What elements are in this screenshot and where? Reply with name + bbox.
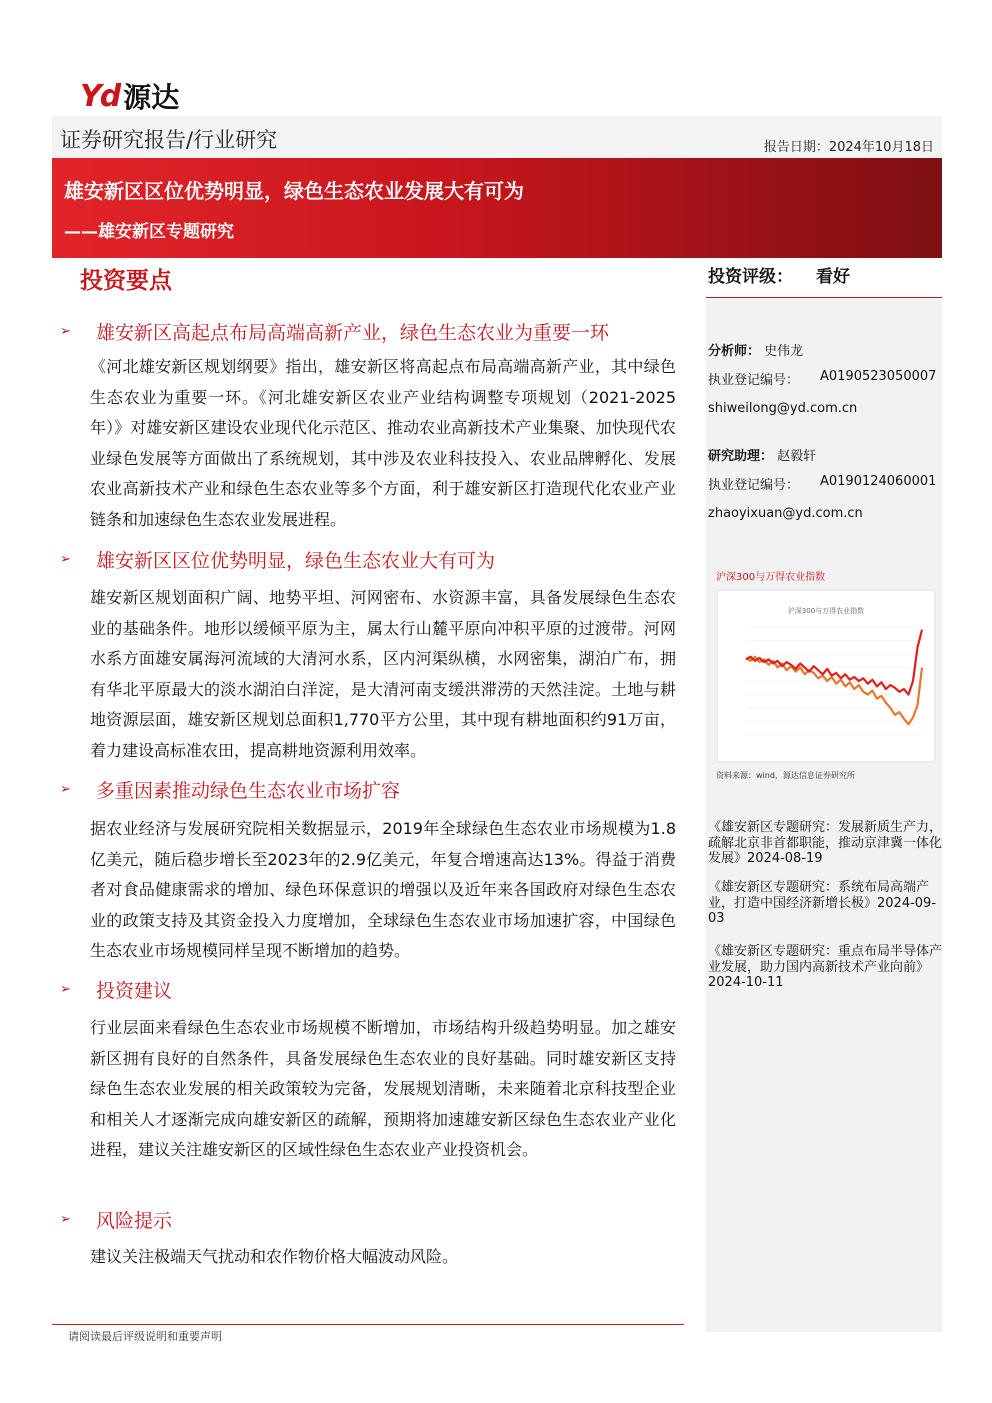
assistant-row <box>708 445 816 464</box>
section-title <box>60 776 400 803</box>
chart-caption: 沪深300与万得农业指数 <box>716 572 826 583</box>
index-line-chart <box>716 589 936 763</box>
section-paragraph: 建议关注极端天气扰动和农作物价格大幅波动风险。 <box>90 1247 459 1266</box>
assistant-email[interactable]: zhaoyixuan@yd.com.cn <box>708 506 863 521</box>
analyst-email[interactable]: shiweilong@yd.com.cn <box>708 401 858 416</box>
arrow-bullet-icon: ➢ <box>60 782 71 797</box>
chart-container <box>716 589 936 763</box>
section-paragraph: 据农业经济与发展研究院相关数据显示，2019年全球绿色生态农业市场规模为1.8亿美元，随后稳步增长至2023年的2.9亿美元，年复合增速高达13%。得益于消费者对食品健康需求的增加、绿色环保意识的增强以及近年来各国政府对绿色生态农业的政策支持及其资金投入力度增加，全球绿色生态农业市场加速扩容，中国绿色生态农业市场规模同样呈现不断增加的趋势。 <box>90 819 676 960</box>
assistant-reg-row <box>708 474 937 493</box>
report-title: 雄安新区区位优势明显，绿色生态农业发展大有可为 <box>64 179 524 203</box>
section-paragraph: 《河北雄安新区规划纲要》指出，雄安新区将高起点布局高端高新产业，其中绿色生态农业为重要一环。《河北雄安新区农业产业结构调整专项规划（2021-2025年）》对雄安新区建设农业现代化示范区、推动农业高新技术产业集聚、加快现代农业绿色发展等方面做出了系统规划，其中涉及农业科技投入、农业品牌孵化、发展农业高新技术产业和绿色生态农业等多个方面，利于雄安新区打造现代化农业产业链条和加速绿色生态农业发展进程。 <box>90 357 676 529</box>
rating-value: 看好 <box>816 267 850 287</box>
chart-title: 沪深300与万得农业指数 <box>787 607 865 615</box>
sidebar <box>706 258 942 1332</box>
rating-row <box>706 258 942 298</box>
footer-rule <box>52 1324 684 1325</box>
section-title-text: 雄安新区高起点布局高端高新产业，绿色生态农业为重要一环 <box>96 322 610 344</box>
related-report[interactable]: 《雄安新区专题研究：重点布局半导体产业发展，助力国内高新技术产业向前》2024-10-11 <box>708 944 943 990</box>
logo-text: 源达 <box>123 81 180 114</box>
analyst-reg-number: A0190523050007 <box>820 369 937 384</box>
section-title-text: 风险提示 <box>96 1210 173 1232</box>
analyst-reg-label: 执业登记编号： <box>708 373 800 388</box>
logo-mark: Yd <box>80 78 120 114</box>
logo <box>80 76 179 116</box>
analyst-row <box>708 340 803 359</box>
section-title <box>60 976 172 1003</box>
footer-disclaimer: 请阅读最后评级说明和重要声明 <box>68 1330 222 1343</box>
arrow-bullet-icon: ➢ <box>60 982 71 997</box>
section-title <box>60 1206 172 1233</box>
doc-type-label: 证券研究报告/行业研究 <box>60 128 278 152</box>
section-title-text: 投资建议 <box>96 980 173 1002</box>
section-paragraph: 雄安新区规划面积广阔、地势平坦、河网密布、水资源丰富，具备发展绿色生态农业的基础条件。地形以缓倾平原为主，属太行山麓平原向冲积平原的过渡带。河网水系方面雄安属海河流域的大清河水系，区内河渠纵横，水网密集，湖泊广布，拥有华北平原最大的淡水湖泊白洋淀，是大清河南支缓洪滞涝的天然洼淀。土地与耕地资源层面，雄安新区规划总面积1,770平方公里，其中现有耕地面积约91万亩，着力建设高标准农田，提高耕地资源利用效率。 <box>90 588 676 760</box>
analyst-name: 史伟龙 <box>764 344 804 359</box>
title-banner <box>52 158 942 258</box>
assistant-label: 研究助理： <box>708 449 774 464</box>
doc-type-bar <box>52 116 942 158</box>
chart-frame <box>717 590 935 762</box>
section-title-text: 多重因素推动绿色生态农业市场扩容 <box>96 780 401 802</box>
arrow-bullet-icon: ➢ <box>60 1212 71 1227</box>
section-title-text: 雄安新区区位优势明显，绿色生态农业大有可为 <box>96 550 496 572</box>
related-report[interactable]: 《雄安新区专题研究：系统布局高端产业，打造中国经济新增长极》2024-09-03 <box>708 880 937 926</box>
section-paragraph: 行业层面来看绿色生态农业市场规模不断增加，市场结构升级趋势明显。加之雄安新区拥有良好的自然条件，具备发展绿色生态农业的良好基础。同时雄安新区支持绿色生态农业发展的相关政策较为完备，发展规划清晰，未来随着北京科技型企业和相关人才逐渐完成向雄安新区的疏解，预期将加速雄安新区绿色生态农业产业化进程，建议关注雄安新区的区域性绿色生态农业产业投资机会。 <box>90 1018 676 1159</box>
investment-points-heading: 投资要点 <box>80 268 172 294</box>
arrow-bullet-icon: ➢ <box>60 324 71 339</box>
analyst-reg-row <box>708 369 937 388</box>
rating-label: 投资评级： <box>708 267 793 287</box>
section-title <box>60 546 495 573</box>
arrow-bullet-icon: ➢ <box>60 552 71 567</box>
section-title <box>60 318 609 345</box>
report-subtitle: ——雄安新区专题研究 <box>64 222 234 242</box>
assistant-reg-number: A0190124060001 <box>820 474 937 489</box>
report-date: 报告日期：2024年10月18日 <box>763 140 934 155</box>
assistant-reg-label: 执业登记编号： <box>708 478 800 493</box>
chart-source: 资料来源：wind，源达信息证券研究所 <box>716 771 855 780</box>
related-report[interactable]: 《雄安新区专题研究：发展新质生产力，疏解北京非首都职能，推动京津冀一体化发展》2024-08-19 <box>708 820 943 866</box>
analyst-label: 分析师： <box>708 344 761 359</box>
assistant-name: 赵毅轩 <box>777 449 817 464</box>
